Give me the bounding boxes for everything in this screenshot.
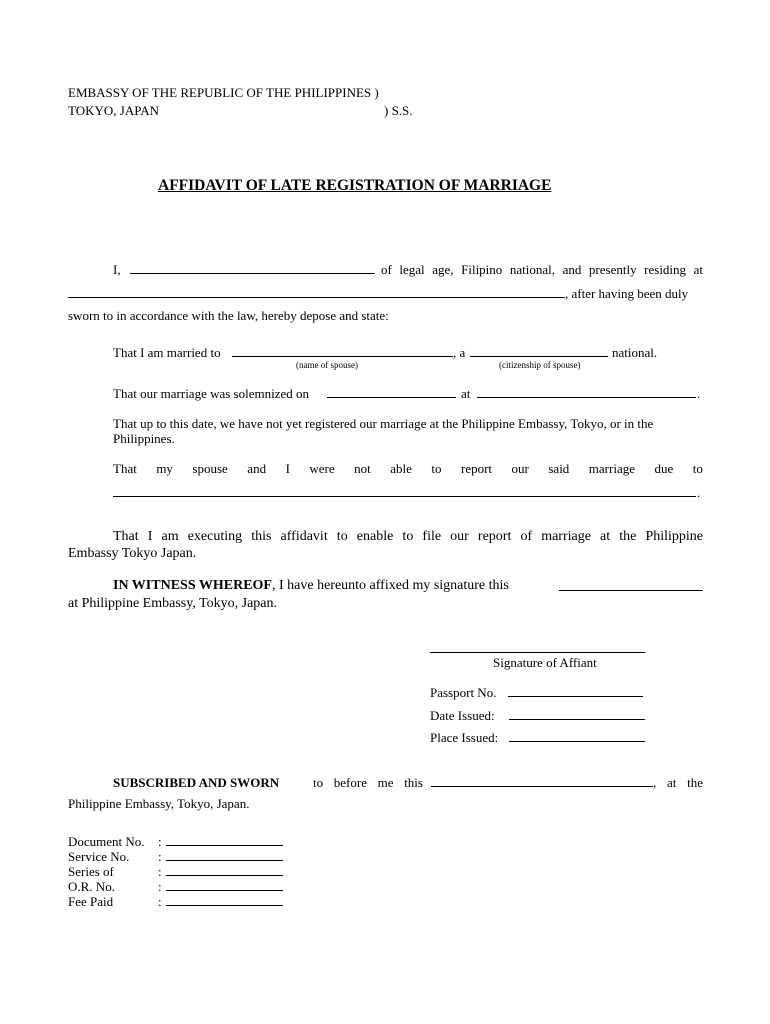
intro-sworn: sworn to in accordance with the law, hereby depose and state: bbox=[68, 308, 389, 323]
witness-bold: IN WITNESS WHEREOF bbox=[113, 578, 272, 593]
subscribed-line-2: Philippine Embassy, Tokyo, Japan. bbox=[68, 796, 250, 811]
subscribed-word: to bbox=[313, 775, 324, 790]
signature-label: Signature of Affiant bbox=[493, 655, 597, 670]
unable-to-report-line bbox=[113, 462, 703, 475]
notary-colon: : bbox=[158, 834, 162, 849]
unable-word: That bbox=[113, 461, 137, 476]
subscribed-word: me bbox=[377, 775, 394, 790]
solemnized-end: . bbox=[697, 386, 701, 401]
notary-label-document-no: Document No. bbox=[68, 834, 145, 849]
not-registered-line-1: That up to this date, we have not yet registered our marriage at the Philippine Embassy, Tokyo, or in the bbox=[113, 416, 654, 431]
series-of-field[interactable] bbox=[166, 875, 283, 876]
unable-end: . bbox=[697, 485, 701, 500]
marriage-place-field[interactable] bbox=[477, 397, 696, 398]
notary-label-or-no: O.R. No. bbox=[68, 879, 115, 894]
unable-word: marriage bbox=[588, 461, 635, 476]
married-suffix: national. bbox=[612, 345, 658, 360]
subscribed-word: this bbox=[404, 775, 423, 790]
witness-line-2: at Philippine Embassy, Tokyo, Japan. bbox=[68, 596, 278, 611]
solemnized-at: at bbox=[461, 386, 471, 401]
witness-date-field[interactable] bbox=[559, 590, 703, 591]
passport-field[interactable] bbox=[508, 696, 643, 697]
unable-word: my bbox=[156, 461, 173, 476]
unable-word: report bbox=[461, 461, 493, 476]
subscribed-date-field[interactable] bbox=[431, 786, 653, 787]
witness-line-1 bbox=[113, 579, 509, 593]
document-no-field[interactable] bbox=[166, 845, 283, 846]
solemnized-prefix: That our marriage was solemnized on bbox=[113, 386, 310, 401]
not-registered-line-2: Philippines. bbox=[113, 431, 175, 446]
unable-word: were bbox=[309, 461, 335, 476]
unable-word: to bbox=[431, 461, 442, 476]
date-issued-field[interactable] bbox=[509, 719, 645, 720]
date-issued-label: Date Issued: bbox=[430, 708, 495, 723]
unable-word: due bbox=[654, 461, 674, 476]
witness-rest: , I have hereunto affixed my signature this bbox=[271, 578, 509, 593]
passport-label: Passport No. bbox=[430, 685, 497, 700]
reason-field[interactable] bbox=[113, 496, 696, 497]
unable-word: not bbox=[354, 461, 371, 476]
intro-i: I, bbox=[113, 262, 121, 277]
service-no-field[interactable] bbox=[166, 860, 283, 861]
fee-paid-field[interactable] bbox=[166, 905, 283, 906]
notary-colon: : bbox=[158, 894, 162, 909]
unable-word: I bbox=[285, 461, 290, 476]
header-line-1: EMBASSY OF THE REPUBLIC OF THE PHILIPPINES ) bbox=[68, 85, 379, 100]
caption-name-of-spouse: (name of spouse) bbox=[296, 360, 358, 370]
document-title: AFFIDAVIT OF LATE REGISTRATION OF MARRIAGE bbox=[158, 177, 552, 194]
unable-word: to bbox=[692, 461, 703, 476]
intro-after-name: of legal age, Filipino national, and presently residing at bbox=[381, 262, 703, 277]
notary-label-fee-paid: Fee Paid bbox=[68, 894, 114, 909]
affiant-name-field[interactable] bbox=[130, 273, 375, 274]
caption-citizenship-of-spouse: (citizenship of spouse) bbox=[499, 360, 581, 370]
subscribed-words bbox=[313, 776, 423, 789]
place-issued-label: Place Issued: bbox=[430, 730, 499, 745]
notary-colon: : bbox=[158, 864, 162, 879]
header-line-2-right: ) S.S. bbox=[384, 103, 413, 118]
notary-label-series-of: Series of bbox=[68, 864, 114, 879]
executing-line-1: That I am executing this affidavit to enable to file our report of marriage at the Philippine bbox=[113, 529, 703, 544]
unable-word: able bbox=[390, 461, 412, 476]
spouse-name-field[interactable] bbox=[232, 356, 453, 357]
executing-line-2: Embassy Tokyo Japan. bbox=[68, 546, 197, 561]
spouse-citizenship-field[interactable] bbox=[470, 356, 608, 357]
unable-word: spouse bbox=[192, 461, 228, 476]
signature-line[interactable] bbox=[430, 652, 645, 653]
intro-after-address: , after having been duly bbox=[565, 286, 689, 301]
unable-word: and bbox=[247, 461, 267, 476]
notary-colon: : bbox=[158, 879, 162, 894]
subscribed-at: , at the bbox=[653, 775, 703, 790]
subscribed-word: before bbox=[333, 775, 367, 790]
place-issued-field[interactable] bbox=[509, 741, 645, 742]
married-mid: , a bbox=[453, 345, 466, 360]
notary-label-service-no: Service No. bbox=[68, 849, 130, 864]
subscribed-bold: SUBSCRIBED AND SWORN bbox=[113, 775, 280, 790]
married-prefix: That I am married to bbox=[113, 345, 221, 360]
or-no-field[interactable] bbox=[166, 890, 283, 891]
residence-address-field[interactable] bbox=[68, 297, 565, 298]
header-line-2-left: TOKYO, JAPAN bbox=[68, 103, 160, 118]
marriage-date-field[interactable] bbox=[327, 397, 456, 398]
notary-colon: : bbox=[158, 849, 162, 864]
unable-word: our bbox=[511, 461, 529, 476]
unable-word: said bbox=[548, 461, 570, 476]
